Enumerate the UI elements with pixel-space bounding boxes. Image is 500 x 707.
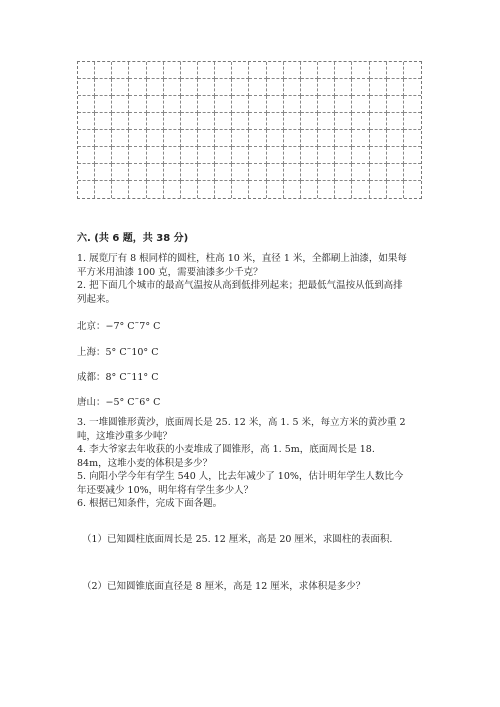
- grid-cell: [352, 96, 369, 113]
- grid-cell: [267, 62, 284, 79]
- grid-cell: [164, 181, 181, 198]
- question-1-text: 1. 展览厅有 8 根同样的圆柱，柱高 10 米，直径 1 米，全都刷上油漆，如果每平方米用油漆 100 克，需要油漆多少千克？: [77, 253, 407, 278]
- grid-cell: [335, 62, 352, 79]
- grid-cell: [95, 147, 112, 164]
- grid-cell: [232, 164, 249, 181]
- grid-cell: [215, 147, 232, 164]
- grid-cell: [335, 147, 352, 164]
- grid-cell: [301, 130, 318, 147]
- grid-cell: [198, 113, 215, 130]
- grid-cell: [78, 113, 95, 130]
- question-3-text: 3. 一堆圆锥形黄沙，底面周长是 25. 12 米，高 1. 5 米，每立方米的黄沙重 2 吨，这堆沙重多少吨？: [77, 417, 406, 442]
- grid-cell: [181, 181, 198, 198]
- grid-cell: [129, 181, 146, 198]
- grid-cell: [215, 130, 232, 147]
- grid-cell: [129, 147, 146, 164]
- grid-cell: [404, 147, 421, 164]
- grid-cell: [284, 181, 301, 198]
- grid-cell: [164, 62, 181, 79]
- question-6-text: 6. 根据已知条件，完成下面各题。: [77, 498, 223, 509]
- grid-cell: [301, 62, 318, 79]
- grid-cell: [164, 130, 181, 147]
- question-5-text: 5. 向阳小学今年有学生 540 人，比去年减少了 10%，估计明年学生人数比今年还要减少 10%，明年将有学生多少人？: [77, 471, 404, 496]
- grid-cell: [112, 62, 129, 79]
- grid-cell: [181, 164, 198, 181]
- grid-cell: [147, 164, 164, 181]
- grid-cell: [352, 62, 369, 79]
- grid-cell: [215, 79, 232, 96]
- grid-cell: [335, 130, 352, 147]
- grid-cell: [387, 147, 404, 164]
- grid-cell: [267, 96, 284, 113]
- grid-cell: [78, 130, 95, 147]
- grid-cell: [387, 181, 404, 198]
- question-2: [77, 279, 407, 306]
- grid-cell: [387, 130, 404, 147]
- grid-cell: [249, 147, 266, 164]
- grid-cell: [198, 164, 215, 181]
- grid-cell: [181, 79, 198, 96]
- grid-cell: [301, 79, 318, 96]
- grid-cell: [370, 62, 387, 79]
- grid-cell: [147, 147, 164, 164]
- grid-cell: [352, 130, 369, 147]
- question-4-text: 4. 李大爷家去年收获的小麦堆成了圆锥形，高 1. 5m，底面周长是 18. 84m，这堆小麦的体积是多少？: [77, 444, 375, 469]
- grid-cell: [181, 96, 198, 113]
- grid-cell: [181, 62, 198, 79]
- grid-cell: [215, 181, 232, 198]
- subquestion-2: （2）已知圆锥底面直径是 8 厘米，高是 12 厘米，求体积是多少？: [82, 581, 366, 592]
- grid-cell: [147, 130, 164, 147]
- grid-cell: [78, 96, 95, 113]
- grid-cell: [198, 79, 215, 96]
- grid-cell: [352, 164, 369, 181]
- grid-cell: [284, 96, 301, 113]
- grid-cell: [129, 62, 146, 79]
- grid-cell: [267, 113, 284, 130]
- grid-cell: [284, 147, 301, 164]
- grid-cell: [112, 147, 129, 164]
- grid-cell: [129, 164, 146, 181]
- grid-cell: [370, 113, 387, 130]
- grid-cell: [164, 147, 181, 164]
- grid-cell: [232, 130, 249, 147]
- grid-cell: [78, 147, 95, 164]
- grid-cell: [352, 113, 369, 130]
- grid-cell: [352, 147, 369, 164]
- questions-3-6: [77, 416, 407, 511]
- grid-cell: [352, 79, 369, 96]
- grid-cell: [78, 62, 95, 79]
- grid-cell: [181, 130, 198, 147]
- grid-cell: [249, 96, 266, 113]
- section-title: 六. (共 6 题，共 38 分): [77, 233, 189, 244]
- grid-cell: [232, 181, 249, 198]
- grid-cell: [404, 181, 421, 198]
- grid-cell: [301, 181, 318, 198]
- grid-cell: [215, 62, 232, 79]
- grid-cell: [112, 79, 129, 96]
- grid-cell: [129, 96, 146, 113]
- grid-cell: [267, 147, 284, 164]
- grid-cell: [404, 164, 421, 181]
- answer-grid: [77, 61, 422, 199]
- grid-cell: [129, 130, 146, 147]
- question-1: [77, 252, 407, 279]
- grid-cell: [335, 181, 352, 198]
- city-shanghai: 上海：5° C˜10° C: [77, 347, 159, 358]
- grid-cell: [318, 113, 335, 130]
- grid-cell: [198, 130, 215, 147]
- grid-cell: [318, 96, 335, 113]
- grid-cell: [335, 164, 352, 181]
- grid-cell: [370, 164, 387, 181]
- grid-cell: [198, 62, 215, 79]
- grid-cell: [387, 79, 404, 96]
- grid-cell: [112, 164, 129, 181]
- grid-cell: [95, 130, 112, 147]
- grid-cell: [387, 62, 404, 79]
- grid-cell: [284, 79, 301, 96]
- grid-cell: [215, 164, 232, 181]
- city-beijing: 北京：−7° C˜7° C: [77, 321, 161, 332]
- grid-cell: [112, 96, 129, 113]
- grid-cell: [370, 147, 387, 164]
- grid-cell: [215, 96, 232, 113]
- grid-cell: [370, 96, 387, 113]
- grid-cell: [147, 62, 164, 79]
- grid-cell: [284, 130, 301, 147]
- grid-cell: [78, 181, 95, 198]
- grid-cell: [198, 181, 215, 198]
- grid-cell: [112, 181, 129, 198]
- grid-cell: [301, 164, 318, 181]
- grid-cell: [267, 130, 284, 147]
- grid-cell: [232, 147, 249, 164]
- grid-cell: [249, 79, 266, 96]
- grid-cell: [301, 113, 318, 130]
- grid-cell: [335, 79, 352, 96]
- grid-cell: [404, 62, 421, 79]
- grid-cell: [232, 79, 249, 96]
- grid-cell: [267, 79, 284, 96]
- grid-cell: [232, 62, 249, 79]
- grid-cell: [267, 164, 284, 181]
- grid-cell: [95, 96, 112, 113]
- grid-cell: [78, 79, 95, 96]
- grid-cell: [370, 79, 387, 96]
- grid-cell: [404, 113, 421, 130]
- grid-cell: [249, 164, 266, 181]
- grid-cell: [147, 96, 164, 113]
- grid-cell: [387, 164, 404, 181]
- grid-cell: [284, 62, 301, 79]
- grid-cell: [249, 130, 266, 147]
- grid-cell: [387, 96, 404, 113]
- grid-cell: [318, 130, 335, 147]
- grid-cell: [404, 130, 421, 147]
- grid-cell: [164, 113, 181, 130]
- grid-cell: [129, 79, 146, 96]
- grid-cell: [129, 113, 146, 130]
- grid-cell: [335, 96, 352, 113]
- grid-cell: [181, 113, 198, 130]
- city-tangshan: 唐山：−5° C˜6° C: [77, 397, 161, 408]
- grid-cell: [249, 181, 266, 198]
- grid-cell: [95, 62, 112, 79]
- grid-cell: [404, 96, 421, 113]
- grid-cell: [147, 113, 164, 130]
- grid-cell: [404, 79, 421, 96]
- grid-cell: [215, 113, 232, 130]
- grid-cell: [284, 113, 301, 130]
- grid-cell: [249, 113, 266, 130]
- grid-cell: [301, 96, 318, 113]
- grid-cell: [198, 96, 215, 113]
- grid-cell: [318, 147, 335, 164]
- grid-cell: [147, 181, 164, 198]
- grid-cell: [249, 62, 266, 79]
- grid-cell: [95, 164, 112, 181]
- grid-cell: [232, 96, 249, 113]
- subquestion-1: （1）已知圆柱底面周长是 25. 12 厘米，高是 20 厘米，求圆柱的表面积.: [82, 534, 393, 545]
- grid-cell: [95, 181, 112, 198]
- grid-cell: [95, 79, 112, 96]
- grid-cell: [198, 147, 215, 164]
- grid-cell: [181, 147, 198, 164]
- grid-cell: [335, 113, 352, 130]
- grid-cell: [147, 79, 164, 96]
- grid-cell: [318, 164, 335, 181]
- grid-cell: [370, 130, 387, 147]
- grid-cell: [387, 113, 404, 130]
- grid-cell: [112, 113, 129, 130]
- question-2-text: 2. 把下面几个城市的最高气温按从高到低排列起来；把最低气温按从低到高排列起来。: [77, 280, 403, 305]
- grid-cell: [318, 79, 335, 96]
- grid-cell: [267, 181, 284, 198]
- grid-cell: [301, 147, 318, 164]
- grid-cell: [164, 164, 181, 181]
- grid-cell: [370, 181, 387, 198]
- grid-cell: [232, 113, 249, 130]
- grid-cell: [164, 96, 181, 113]
- grid-cell: [318, 62, 335, 79]
- grid-cell: [164, 79, 181, 96]
- grid-cell: [318, 181, 335, 198]
- grid-cell: [78, 164, 95, 181]
- grid-cell: [112, 130, 129, 147]
- grid-cell: [95, 113, 112, 130]
- grid-cell: [284, 164, 301, 181]
- grid-cell: [352, 181, 369, 198]
- city-chengdu: 成都：8° C˜11° C: [77, 372, 159, 383]
